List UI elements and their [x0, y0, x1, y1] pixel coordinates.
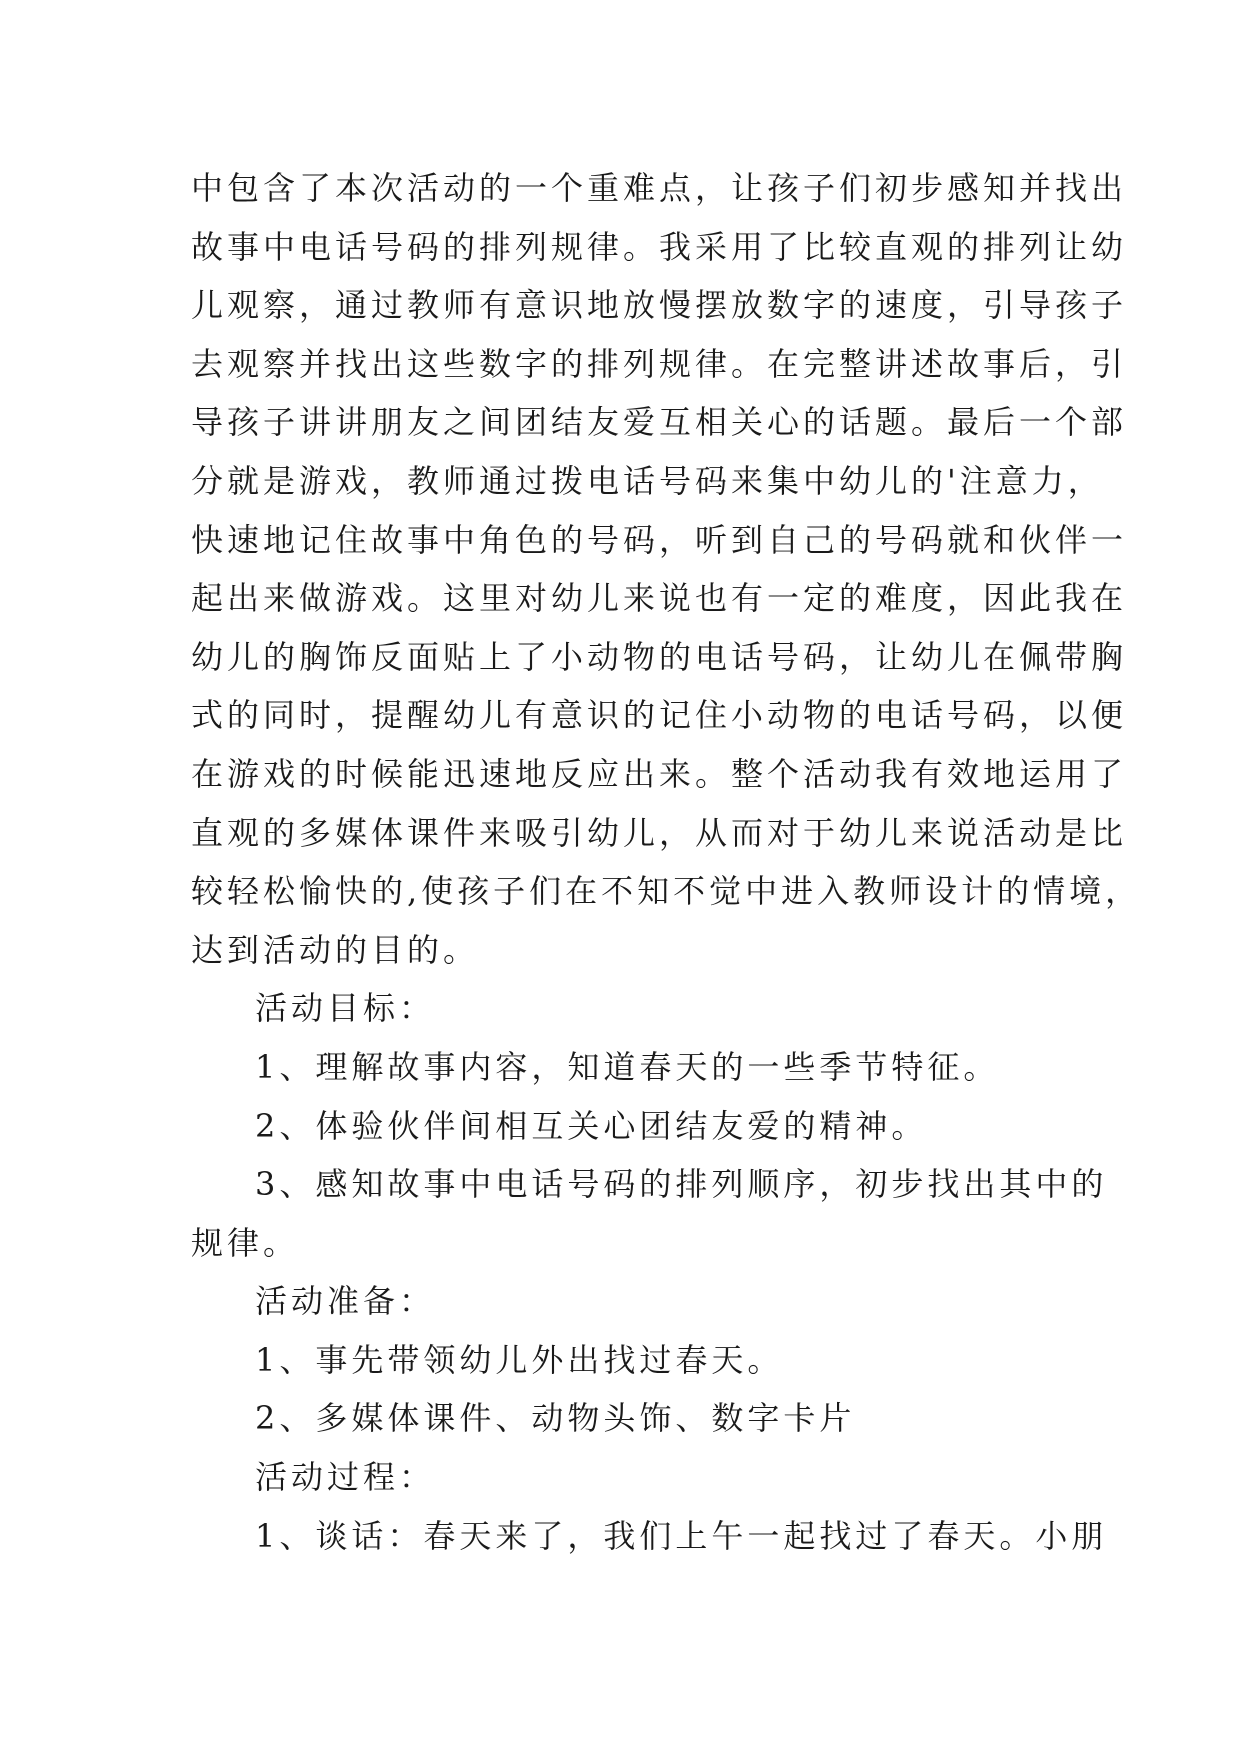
paragraph-line: 式的同时，提醒幼儿有意识的记住小动物的电话号码，以便 — [191, 696, 1128, 735]
paragraph-line: 导孩子讲讲朋友之间团结友爱互相关心的话题。最后一个部 — [191, 403, 1128, 442]
paragraph-line: 在游戏的时候能迅速地反应出来。整个活动我有效地运用了 — [191, 754, 1128, 793]
paragraph-line: 达到活动的目的。 — [191, 930, 480, 969]
list-item: 1、谈话：春天来了，我们上午一起找过了春天。小朋 — [255, 1516, 1108, 1555]
paragraph-line: 儿观察，通过教师有意识地放慢摆放数字的速度，引导孩子 — [191, 286, 1128, 325]
paragraph-line: 中包含了本次活动的一个重难点，让孩子们初步感知并找出 — [191, 169, 1128, 207]
paragraph-line: 起出来做游戏。这里对幼儿来说也有一定的难度，因此我在 — [191, 579, 1128, 618]
paragraph-line: 幼儿的胸饰反面贴上了小动物的电话号码，让幼儿在佩带胸 — [191, 637, 1128, 676]
list-item: 2、多媒体课件、动物头饰、数字卡片 — [255, 1399, 856, 1438]
document-body — [191, 159, 1142, 1565]
list-item: 2、体验伙伴间相互关心团结友爱的精神。 — [255, 1106, 928, 1145]
paragraph-line: 较轻松愉快的,使孩子们在不知不觉中进入教师设计的情境， — [191, 872, 1142, 911]
section-heading-preparation: 活动准备： — [255, 1282, 436, 1321]
paragraph-line: 去观察并找出这些数字的排列规律。在完整讲述故事后，引 — [191, 344, 1128, 383]
list-item-continuation: 规律。 — [191, 1223, 300, 1262]
paragraph-line: 直观的多媒体课件来吸引幼儿，从而对于幼儿来说活动是比 — [191, 813, 1128, 852]
section-heading-goals: 活动目标： — [255, 989, 436, 1028]
list-item: 1、事先带领幼儿外出找过春天。 — [255, 1340, 784, 1379]
paragraph-line: 快速地记住故事中角色的号码，听到自己的号码就和伙伴一 — [191, 520, 1128, 559]
section-heading-process: 活动过程： — [255, 1458, 436, 1497]
paragraph-line: 分就是游戏，教师通过拨电话号码来集中幼儿的'注意力， — [191, 461, 1104, 500]
paragraph-line: 故事中电话号码的排列规律。我采用了比较直观的排列让幼 — [191, 227, 1128, 266]
list-item: 3、感知故事中电话号码的排列顺序，初步找出其中的 — [255, 1165, 1108, 1204]
list-item: 1、理解故事内容，知道春天的一些季节特征。 — [255, 1047, 1000, 1086]
